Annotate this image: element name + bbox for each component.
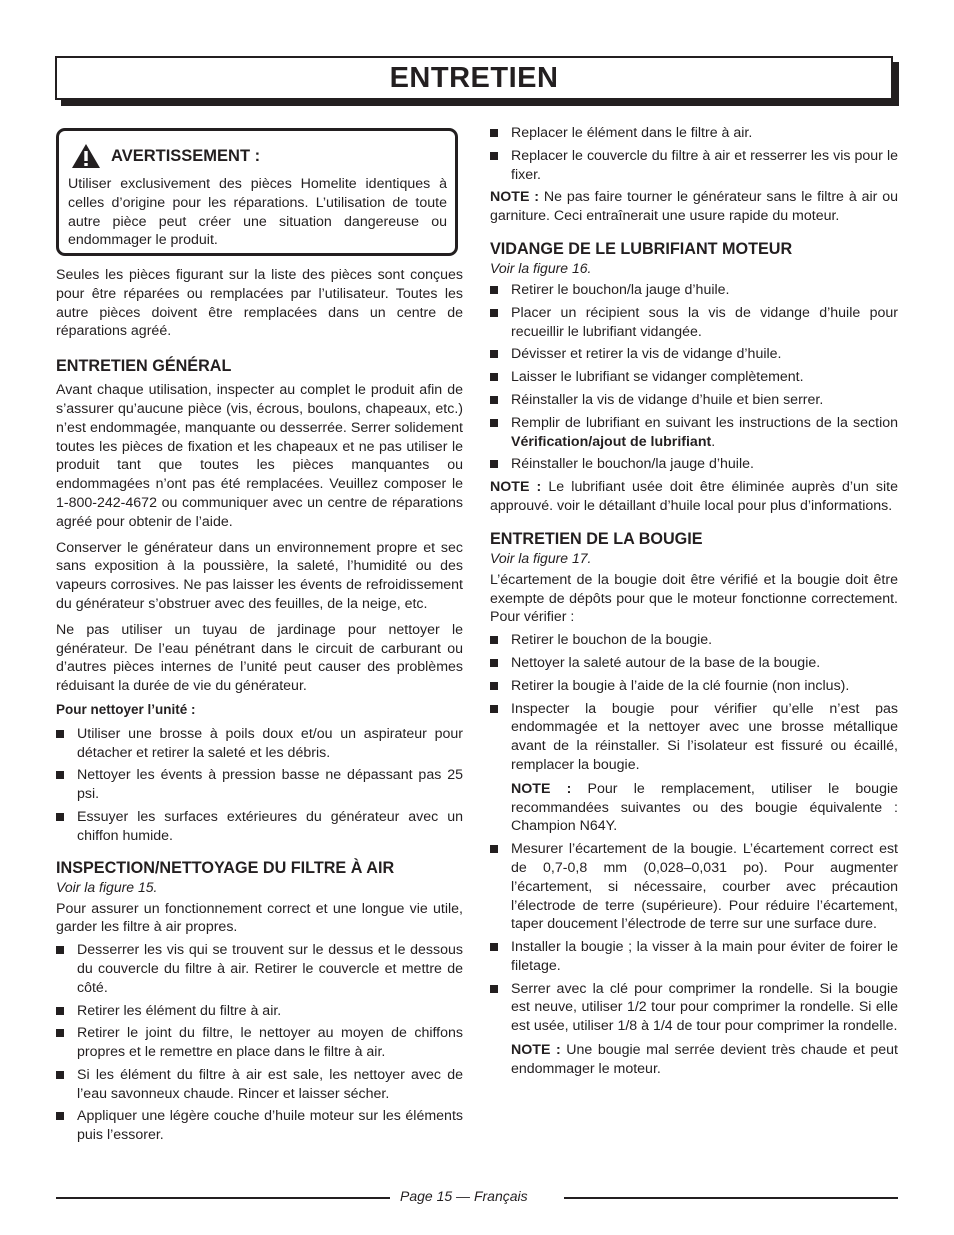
- bullet-icon: [56, 1071, 64, 1079]
- plug-note-1: NOTE : Pour le remplacement, utiliser le bougie recommandées suivantes ou des bougie équivalente : Champion N64Y.: [511, 780, 899, 835]
- bullet-icon: [56, 1029, 64, 1037]
- note-label: NOTE :: [511, 780, 572, 797]
- bullet-icon: [56, 1007, 64, 1015]
- filter-intro: Pour assurer un fonctionnement correct et une longue vie utile, garder les filtre à air propres.: [56, 900, 463, 936]
- list-item: Remplir de lubrifiant en suivant les instructions de la section Vérification/ajout de lubrifiant.: [490, 414, 898, 452]
- page-title-bar: [55, 56, 893, 100]
- list-item: Retirer la bougie à l’aide de la clé fournie (non inclus).: [490, 677, 898, 696]
- list-item: Retirer le bouchon de la bougie.: [490, 631, 898, 650]
- right-column: [490, 124, 898, 1079]
- plug-list-2: [490, 840, 898, 1036]
- general-list: [56, 725, 463, 846]
- general-paragraph-3: Ne pas utiliser un tuyau de jardinage pour nettoyer le générateur. De l’eau pénétrant dans le circuit de carburant ou d’autres pièces internes de l’unité peut causer des problèmes réduisant la durée de vie du générateur.: [56, 621, 463, 695]
- oil-figure-ref: Voir la figure 16.: [490, 259, 592, 276]
- general-heading: ENTRETIEN GÉNÉRAL: [56, 357, 232, 376]
- list-item: Serrer avec la clé pour comprimer la rondelle. Si la bougie est neuve, utiliser 1/2 tour pour comprimer la rondelle. Si elle est usée, utiliser 1/8 à 1/4 de tour pour comprimer la rondelle.: [490, 980, 898, 1036]
- bullet-icon: [56, 1112, 64, 1120]
- list-item: Réinstaller le bouchon/la jauge d’huile.: [490, 455, 898, 474]
- list-item: Essuyer les surfaces extérieures du générateur avec un chiffon humide.: [56, 808, 463, 846]
- filter-note: NOTE : Ne pas faire tourner le générateur sans le filtre à air ou garniture. Ceci entraînerait une usure rapide du moteur.: [490, 189, 899, 225]
- plug-figure-ref: Voir la figure 17.: [490, 549, 592, 566]
- list-item: Laisser le lubrifiant se vidanger complètement.: [490, 368, 898, 387]
- bullet-icon: [490, 286, 498, 294]
- note-label: NOTE :: [490, 479, 542, 496]
- plug-intro: L’écartement de la bougie doit être vérifié et la bougie doit être exempte de dépôts pour que le moteur fonctionne correctement. Pour vérifier :: [490, 571, 898, 626]
- note-label: NOTE :: [511, 1042, 561, 1059]
- filter-heading: INSPECTION/NETTOYAGE DU FILTRE À AIR: [56, 858, 395, 877]
- filter-figure-ref: Voir la figure 15.: [56, 878, 158, 895]
- list-item: Replacer le couvercle du filtre à air et resserrer les vis pour le fixer.: [490, 147, 898, 185]
- oil-heading: VIDANGE DE LE LUBRIFIANT MOTEUR: [490, 239, 793, 258]
- bullet-icon: [490, 396, 498, 404]
- list-item: Desserrer les vis qui se trouvent sur le dessus et le dessous du couvercle du filtre à air. Retirer le couvercle et mettre de côté.: [56, 941, 463, 997]
- plug-heading: ENTRETIEN DE LA BOUGIE: [490, 529, 703, 548]
- list-item: Nettoyer la saleté autour de la base de la bougie.: [490, 654, 898, 673]
- bullet-icon: [490, 350, 498, 358]
- footer-rule-left: [56, 1197, 390, 1199]
- footer-page-label: Page 15 — Français: [400, 1188, 528, 1204]
- warning-header: [71, 143, 447, 169]
- bullet-icon: [490, 373, 498, 381]
- bullet-icon: [490, 943, 498, 951]
- bullet-icon: [490, 152, 498, 160]
- general-paragraph-2: Conserver le générateur dans un environnement propre et sec sans exposition à la poussière, la saleté, l’humidité ou des vapeurs corrosives. Ne pas laisser les évents de refroidissement du générateur s’obstruer avec des feuilles, de la neige, etc.: [56, 539, 463, 612]
- bullet-icon: [490, 845, 498, 853]
- left-column: [56, 266, 463, 1145]
- bullet-icon: [490, 309, 498, 317]
- bullet-icon: [56, 730, 64, 738]
- page-footer: [56, 1188, 898, 1208]
- plug-list: [490, 631, 898, 775]
- footer-rule-right: [564, 1197, 898, 1199]
- warning-icon: [71, 143, 101, 169]
- intro-paragraph: Seules les pièces figurant sur la liste des pièces sont conçues pour être réparées ou remplacées par l’utilisateur. Toutes les autre pièces doivent être remplacées dans un centre de réparations agréé.: [56, 267, 463, 340]
- list-item: Placer un récipient sous la vis de vidange d’huile pour recueillir le lubrifiant vidangée.: [490, 304, 898, 342]
- bullet-icon: [490, 985, 498, 993]
- note-label: NOTE :: [490, 189, 540, 206]
- filter-list-continued: [490, 124, 898, 184]
- bullet-icon: [490, 682, 498, 690]
- list-item: Replacer le élément dans le filtre à air.: [490, 124, 898, 143]
- list-item: Mesurer l’écartement de la bougie. L’écartement correct est de 0,7-0,8 mm (0,028–0,031 po). Pour augmenter l’écartement, si nécessaire, courber avec précaution l’électrode de terre (supérieure). Pour réduire l’écartement, taper doucement l’électrode de terre sur une surface dure.: [490, 840, 898, 934]
- bullet-icon: [490, 636, 498, 644]
- page-title: ENTRETIEN: [389, 61, 559, 94]
- list-item: Inspecter la bougie pour vérifier qu’elle n’est pas endommagée et la nettoyer avec une brosse métallique avant de la réinstaller. Si l’isolateur est fissuré ou écaillé, remplacer la bougie.: [490, 700, 898, 775]
- clean-label: Pour nettoyer l’unité :: [56, 701, 196, 717]
- list-item: Retirer le bouchon/la jauge d’huile.: [490, 281, 898, 300]
- oil-note: NOTE : Le lubrifiant usée doit être éliminée auprès d’un site approuvé. voir le détaillant d’huile local pour plus d’informations.: [490, 479, 898, 514]
- list-item: Retirer le joint du filtre, le nettoyer au moyen de chiffons propres et le remettre en place dans le filtre à air.: [56, 1024, 463, 1062]
- list-item: Retirer les élément du filtre à air.: [56, 1002, 463, 1021]
- list-item: Appliquer une légère couche d’huile moteur sur les éléments puis l’essorer.: [56, 1107, 463, 1145]
- bullet-icon: [490, 419, 498, 427]
- bullet-icon: [56, 771, 64, 779]
- warning-box: [56, 128, 458, 256]
- list-item: Réinstaller la vis de vidange d’huile et bien serrer.: [490, 391, 898, 410]
- bullet-icon: [490, 705, 498, 713]
- list-item: Nettoyer les évents à pression basse ne dépassant pas 25 psi.: [56, 766, 463, 804]
- bullet-icon: [490, 129, 498, 137]
- plug-note-2: NOTE : Une bougie mal serrée devient très chaude et peut endommager le moteur.: [511, 1042, 898, 1077]
- list-item: Dévisser et retirer la vis de vidange d’huile.: [490, 345, 898, 364]
- warning-heading: AVERTISSEMENT :: [111, 146, 261, 165]
- bullet-icon: [490, 659, 498, 667]
- bullet-icon: [56, 946, 64, 954]
- bullet-icon: [490, 460, 498, 468]
- filter-list: [56, 941, 463, 1145]
- warning-text: Utiliser exclusivement des pièces Homelite identiques à celles d’origine pour les réparations. L’utilisation de toute autre pièce peut créer une situation dangereuse ou endommager le produit.: [68, 176, 447, 249]
- list-item: Utiliser une brosse à poils doux et/ou un aspirateur pour détacher et retirer la saleté et les débris.: [56, 725, 463, 763]
- general-paragraph-1: Avant chaque utilisation, inspecter au complet le produit afin de s’assurer qu’aucune pièce (vis, écrous, boulons, chapeaux, etc.) n’est endommagée, manquante ou desserrée. Serrer solidement toutes les pièces de fixation et les chapeaux et ne pas utiliser le produit tant que toutes les pièces manquantes ou endommagées n’ont pas été remplacées. Veuillez composer le 1-800-242-4672 ou communiquer avec un centre de réparations agréé pour obtenir de l’aide.: [56, 382, 463, 530]
- list-item: Installer la bougie ; la visser à la main pour éviter de foirer le filetage.: [490, 938, 898, 976]
- oil-list: [490, 281, 898, 474]
- list-item: Si les élément du filtre à air est sale, les nettoyer avec de l’eau savonneux chaude. Rincer et laisser sécher.: [56, 1066, 463, 1104]
- bullet-icon: [56, 813, 64, 821]
